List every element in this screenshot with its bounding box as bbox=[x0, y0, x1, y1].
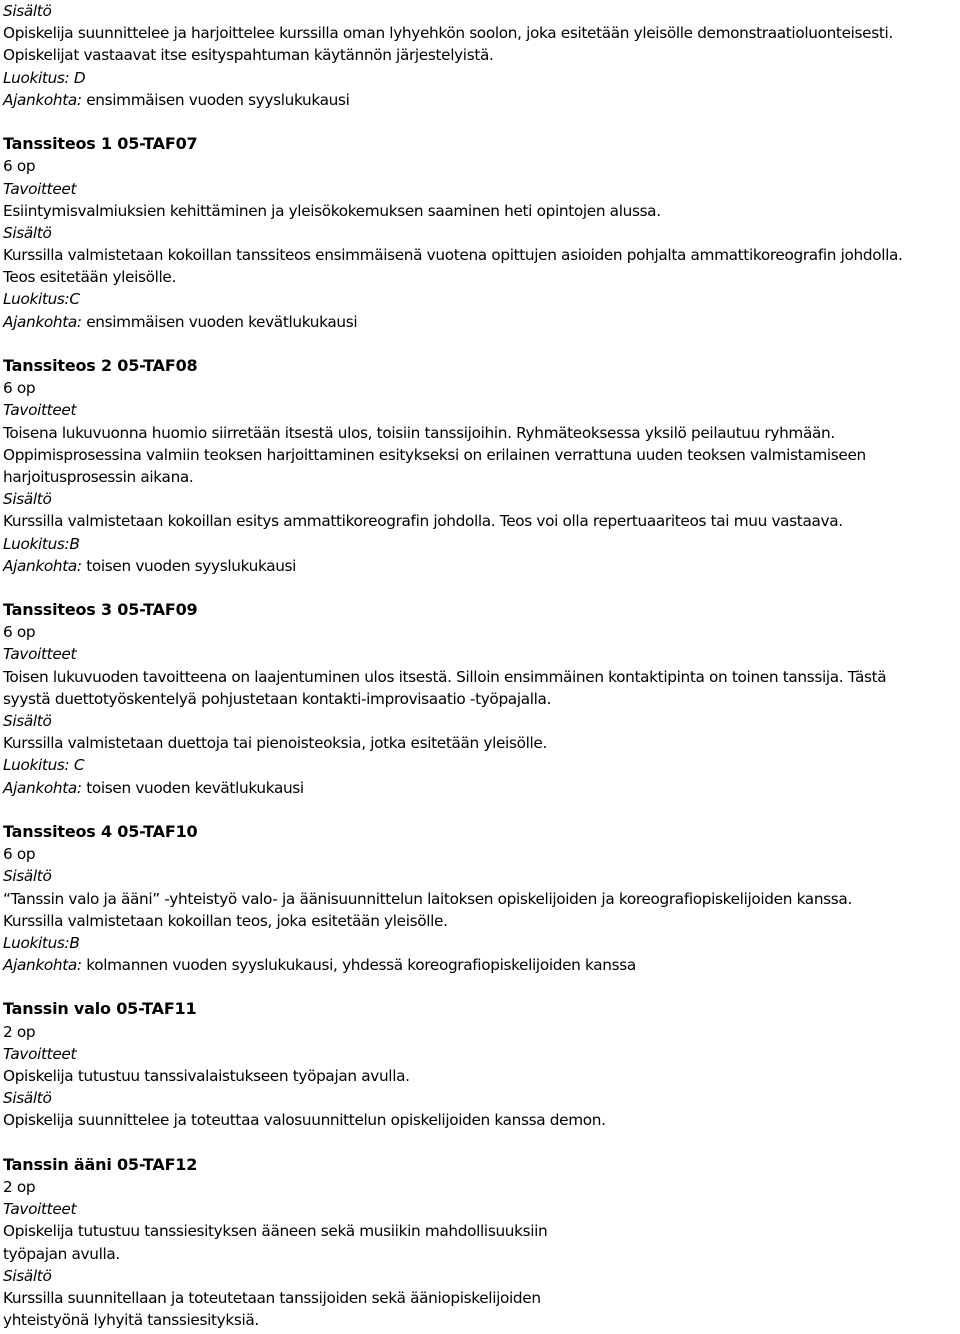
classification: Luokitus: C bbox=[3, 756, 85, 775]
content-label: Sisältö bbox=[3, 1266, 52, 1285]
timing-value: ensimmäisen vuoden syyslukukausi bbox=[81, 90, 350, 109]
course-title: Tanssiteos 1 05-TAF07 bbox=[3, 134, 198, 154]
timing-value: kolmannen vuoden syyslukukausi, yhdessä koreografiopiskelijoiden kanssa bbox=[81, 956, 636, 975]
goals-text: Toisena lukuvuonna huomio siirretään itsestä ulos, toisiin tanssijoihin. Ryhmäteoksessa yksilö peilautuu ryhmään. bbox=[3, 423, 835, 442]
spacer bbox=[3, 1132, 960, 1154]
timing-label: Ajankohta: bbox=[3, 556, 82, 575]
content-text: Kurssilla valmistetaan kokoillan esitys ammattikoreografin johdolla. Teos voi olla repertuaariteos tai muu vastaava. bbox=[3, 512, 843, 531]
content-label: Sisältö bbox=[3, 1089, 52, 1108]
spacer bbox=[3, 799, 960, 821]
course-credits: 6 op bbox=[3, 845, 36, 864]
course-tanssin-aani bbox=[3, 1154, 960, 1332]
classification: Luokitus: D bbox=[3, 68, 86, 87]
course-credits: 2 op bbox=[3, 1177, 36, 1196]
content-text: yhteistyönä lyhyitä tanssiesityksiä. bbox=[3, 1311, 259, 1330]
intro-section bbox=[3, 0, 960, 111]
content-text: Opiskelija suunnittelee ja toteuttaa valosuunnittelun opiskelijoiden kanssa demon. bbox=[3, 1111, 606, 1130]
course-credits: 2 op bbox=[3, 1022, 36, 1041]
spacer bbox=[3, 111, 960, 133]
goals-text: syystä duettotyöskentelyä pohjustetaan kontakti-improvisaatio -työpajalla. bbox=[3, 689, 552, 708]
goals-label: Tavoitteet bbox=[3, 179, 77, 198]
content-text: Teos esitetään yleisölle. bbox=[3, 268, 177, 287]
timing bbox=[3, 311, 960, 333]
course-tanssiteos-1 bbox=[3, 133, 960, 333]
goals-text: työpajan avulla. bbox=[3, 1244, 120, 1263]
course-tanssiteos-2 bbox=[3, 355, 960, 577]
course-title: Tanssin valo 05-TAF11 bbox=[3, 999, 197, 1019]
content-text: Kurssilla valmistetaan duettoja tai pienoisteoksia, jotka esitetään yleisölle. bbox=[3, 734, 547, 753]
content-label: Sisältö bbox=[3, 867, 52, 886]
content-text: Opiskelija suunnittelee ja harjoittelee kurssilla oman lyhyehkön soolon, joka esitetään yleisölle demonstraatioluonteisesti. bbox=[3, 24, 893, 43]
goals-label: Tavoitteet bbox=[3, 1044, 77, 1063]
goals-text: Opiskelija tutustuu tanssiesityksen ääneen sekä musiikin mahdollisuuksiin bbox=[3, 1222, 548, 1241]
spacer bbox=[3, 333, 960, 355]
goals-text: Toisen lukuvuoden tavoitteena on laajentuminen ulos itsestä. Silloin ensimmäinen kontaktipinta on toinen tanssija. Tästä bbox=[3, 667, 887, 686]
course-credits: 6 op bbox=[3, 379, 36, 398]
content-text: “Tanssin valo ja ääni” -yhteistyö valo- ja äänisuunnittelun laitoksen opiskelijoiden ja koreografiopiskelijoiden kanssa. bbox=[3, 889, 852, 908]
timing bbox=[3, 555, 960, 577]
goals-text: Oppimisprosessina valmiin teoksen harjoittaminen esitykseksi on erilainen verrattuna uuden teoksen valmistamiseen bbox=[3, 445, 866, 464]
course-tanssiteos-3 bbox=[3, 599, 960, 799]
timing-value: ensimmäisen vuoden kevätlukukausi bbox=[81, 312, 358, 331]
goals-text: Esiintymisvalmiuksien kehittäminen ja yleisökokemuksen saaminen heti opintojen alussa. bbox=[3, 201, 661, 220]
classification: Luokitus:B bbox=[3, 534, 80, 553]
content-label: Sisältö bbox=[3, 2, 52, 20]
timing-label: Ajankohta: bbox=[3, 956, 82, 975]
course-tanssin-valo bbox=[3, 998, 960, 1131]
course-tanssiteos-4 bbox=[3, 821, 960, 976]
course-credits: 6 op bbox=[3, 157, 36, 176]
timing-label: Ajankohta: bbox=[3, 778, 82, 797]
course-title: Tanssin ääni 05-TAF12 bbox=[3, 1154, 198, 1174]
course-title: Tanssiteos 3 05-TAF09 bbox=[3, 600, 198, 620]
classification: Luokitus:C bbox=[3, 290, 80, 309]
course-title: Tanssiteos 2 05-TAF08 bbox=[3, 356, 198, 375]
content-label: Sisältö bbox=[3, 490, 52, 509]
goals-text: Opiskelija tutustuu tanssivalaistukseen työpajan avulla. bbox=[3, 1067, 410, 1085]
content-text: Kurssilla suunnitellaan ja toteutetaan tanssijoiden sekä ääniopiskelijoiden bbox=[3, 1288, 541, 1307]
spacer bbox=[3, 976, 960, 998]
timing-value: toisen vuoden kevätlukukausi bbox=[81, 778, 304, 797]
spacer bbox=[3, 577, 960, 599]
timing-label: Ajankohta: bbox=[3, 312, 82, 331]
content-text: Opiskelijat vastaavat itse esityspahtuman käytännön järjestelyistä. bbox=[3, 46, 494, 65]
classification: Luokitus:B bbox=[3, 933, 80, 952]
content-text: Kurssilla valmistetaan kokoillan teos, joka esitetään yleisölle. bbox=[3, 911, 448, 930]
content-text: Kurssilla valmistetaan kokoillan tanssiteos ensimmäisenä vuotena opittujen asioiden pohjalta ammattikoreografin johdolla. bbox=[3, 246, 903, 265]
goals-text: harjoitusprosessin aikana. bbox=[3, 467, 194, 486]
timing bbox=[3, 89, 960, 111]
goals-label: Tavoitteet bbox=[3, 401, 77, 420]
content-label: Sisältö bbox=[3, 712, 52, 730]
content-label: Sisältö bbox=[3, 223, 52, 242]
goals-label: Tavoitteet bbox=[3, 1200, 77, 1219]
goals-label: Tavoitteet bbox=[3, 645, 77, 664]
timing-label: Ajankohta: bbox=[3, 90, 82, 109]
course-title: Tanssiteos 4 05-TAF10 bbox=[3, 821, 198, 841]
timing-value: toisen vuoden syyslukukausi bbox=[81, 556, 297, 575]
timing bbox=[3, 777, 960, 799]
timing bbox=[3, 954, 960, 976]
course-credits: 6 op bbox=[3, 623, 36, 642]
